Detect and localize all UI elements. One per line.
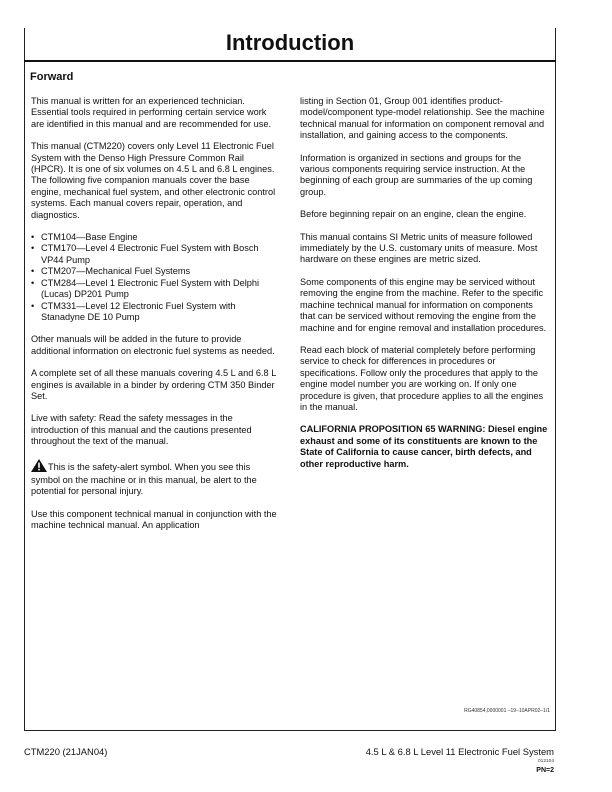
list-item: • CTM170—Level 4 Electronic Fuel System with Bosch VP44 Pump (41, 243, 277, 266)
footer-code: 012104 (537, 759, 554, 764)
paragraph: Other manuals will be added in the future to provide additional information on electronic fuel systems as needed. (31, 334, 275, 356)
paragraph: Before beginning repair on an engine, clean the engine. (300, 209, 527, 220)
prop65-warning: CALIFORNIA PROPOSITION 65 WARNING: Diesel engine exhaust and some of its constituents are known to the State of California to cause cancer, birth defects, and other reproductive harm. (300, 424, 548, 469)
paragraph: listing in Section 01, Group 001 identifies product-model/component type-model relationship. See the machine technical manual for information on component removal and installation, and gaining access to the components. (300, 96, 545, 141)
list-item: • CTM284—Level 1 Electronic Fuel System with Delphi (Lucas) DP201 Pump (41, 278, 277, 301)
paragraph: Live with safety: Read the safety messages in the introduction of this manual and the cautions presented throughout the text of the manual. (31, 413, 252, 447)
list-item: • CTM331—Level 12 Electronic Fuel System with Stanadyne DE 10 Pump (41, 301, 277, 324)
companion-manual-list (31, 232, 277, 323)
section-heading: Forward (30, 71, 74, 83)
reference-code: RG40854,0000001 –19–10APR02–1/1 (464, 708, 550, 714)
safety-alert-paragraph (31, 459, 277, 498)
footer-manual-id: CTM220 (21JAN04) (24, 746, 108, 757)
title-rule (24, 60, 556, 62)
paragraph: Use this component technical manual in conjunction with the machine technical manual. An application (31, 508, 277, 531)
right-column (300, 96, 550, 481)
warning-triangle-icon (31, 459, 47, 475)
page-title: Introduction (225, 30, 355, 55)
left-column (31, 96, 277, 543)
page-number: PN=2 (536, 767, 554, 774)
paragraph: A complete set of all these manuals covering 4.5 L and 6.8 L engines is available in a binder by ordering CTM 350 Binder Set. (31, 368, 276, 401)
paragraph: This manual is written for an experienced technician. Essential tools required in performing certain service work are identified in this manual and are recommended for use. (31, 96, 272, 129)
paragraph: Information is organized in sections and groups for the various components requiring service instruction. At the beginning of each group are summaries of the up coming group. (300, 152, 533, 197)
footer-manual-title: 4.5 L & 6.8 L Level 11 Electronic Fuel System (365, 746, 554, 757)
list-item: • CTM104—Base Engine (41, 232, 277, 243)
paragraph: Read each block of material completely before performing service to check for differences in procedures or specifications. Follow only the procedures that apply to the engine model number you are working on. If only one procedure is given, that procedure applies to all the engines in the manual. (300, 344, 544, 412)
paragraph: This manual contains SI Metric units of measure followed immediately by the U.S. customary units of measure. Most hardware on these engines are metric sized. (300, 231, 538, 265)
list-item: • CTM207—Mechanical Fuel Systems (41, 266, 277, 277)
paragraph: Some components of this engine may be serviced without removing the engine from the machine. Refer to the specific machine technical manual for information on components that can be serviced without removing the engine from the machine and for engine removal and installation procedures. (300, 276, 547, 333)
paragraph: This manual (CTM220) covers only Level 11 Electronic Fuel System with the Denso High Pressure Common Rail (HPCR). It is one of six volumes on 4.5 L and 6.8 L engines. The following five companion manuals cover the base engine, mechanical fuel system, and other electronic control systems. Each manual covers repair, operation, and diagnostics. (31, 141, 276, 220)
safety-alert-text: This is the safety-alert symbol. When you see this symbol on the machine or in this manual, be alert to the potential for personal injury. (31, 461, 257, 497)
